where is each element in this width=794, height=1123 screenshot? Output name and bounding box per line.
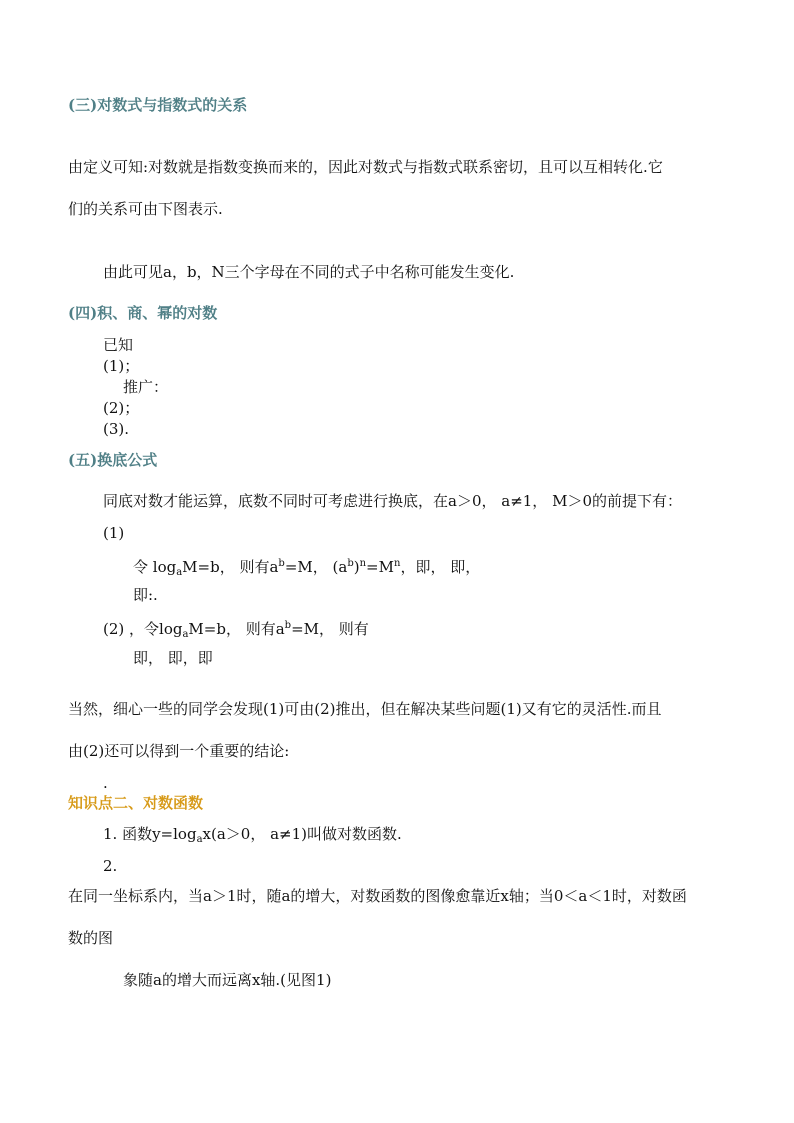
section-4-item-3: (3). xyxy=(103,420,130,438)
section-5-case-1-formula xyxy=(133,554,480,583)
knowledge-point-2-paragraph-line-1: 在同一坐标系内，当a＞1时，随a的增大，对数函数的图像愈靠近x轴；当0＜a＜1时，对数函 xyxy=(68,887,687,905)
log-base-subscript: a xyxy=(176,567,183,578)
section-3-paragraph-line-2: 们的关系可由下图表示. xyxy=(68,200,223,218)
section-5-intro: 同底对数才能运算，底数不同时可考虑进行换底，在a＞0， a≠1， M＞0的前提下有： xyxy=(103,492,682,510)
exponent-superscript: b xyxy=(347,558,354,569)
section-5-case-1-conclusion: 即:. xyxy=(133,586,158,604)
section-3-paragraph-line-1: 由定义可知:对数就是指数变换而来的，因此对数式与指数式联系密切，且可以互相转化.它 xyxy=(68,158,663,176)
formula-text: (2) ，令log xyxy=(103,620,183,638)
knowledge-point-2-paragraph-line-3: 象随a的增大而远离x轴.(见图1) xyxy=(123,971,332,989)
section-5-conclusion-line-1: 当然，细心一些的同学会发现(1)可由(2)推出，但在解决某些问题(1)又有它的灵活性.而且 xyxy=(68,700,662,718)
exponent-superscript: n xyxy=(393,558,401,569)
section-4-item-2: (2)； xyxy=(103,399,140,417)
formula-text: M=b， 则有a xyxy=(188,620,285,638)
knowledge-point-2-heading: 知识点二、对数函数 xyxy=(68,794,204,812)
exponent-superscript: b xyxy=(278,558,285,569)
section-4-known: 已知 xyxy=(103,336,134,354)
section-4-heading: (四)积、商、幂的对数 xyxy=(68,304,218,322)
exponent-superscript: n xyxy=(359,558,367,569)
knowledge-point-2-paragraph-line-2: 数的图 xyxy=(68,929,114,947)
formula-text: =M xyxy=(366,558,394,576)
log-base-subscript: a xyxy=(182,629,189,640)
section-5-case-2-formula xyxy=(103,616,369,645)
formula-text: ，即， 即， xyxy=(400,558,481,576)
section-4-item-1: (1)； xyxy=(103,357,140,375)
log-base-subscript: a xyxy=(196,834,203,845)
section-5-conclusion-line-2: 由(2)还可以得到一个重要的结论: xyxy=(68,742,290,760)
formula-text: M=b， 则有a xyxy=(182,558,279,576)
section-5-case-1-label: (1) xyxy=(103,524,125,542)
knowledge-point-2-item-1 xyxy=(103,824,402,850)
formula-text: ) xyxy=(353,558,360,576)
knowledge-point-2-item-2: 2. xyxy=(103,857,118,875)
formula-text: 令 log xyxy=(133,558,177,576)
section-3-paragraph-line-3: 由此可见a，b，N三个字母在不同的式子中名称可能发生变化. xyxy=(103,263,515,281)
formula-text: =M， 则有 xyxy=(291,620,369,638)
formula-text: =M， (a xyxy=(284,558,348,576)
exponent-superscript: b xyxy=(284,620,292,631)
section-5-heading: (五)换底公式 xyxy=(68,451,158,469)
formula-text: 1. 函数y=log xyxy=(103,825,197,843)
section-3-heading: (三)对数式与指数式的关系 xyxy=(68,96,248,114)
formula-text: x(a＞0， a≠1)叫做对数函数. xyxy=(202,825,402,843)
section-5-conclusion-dot: . xyxy=(103,774,108,792)
section-5-case-2-conclusion: 即， 即，即 xyxy=(133,649,213,667)
section-4-generalize: 推广： xyxy=(123,378,169,396)
